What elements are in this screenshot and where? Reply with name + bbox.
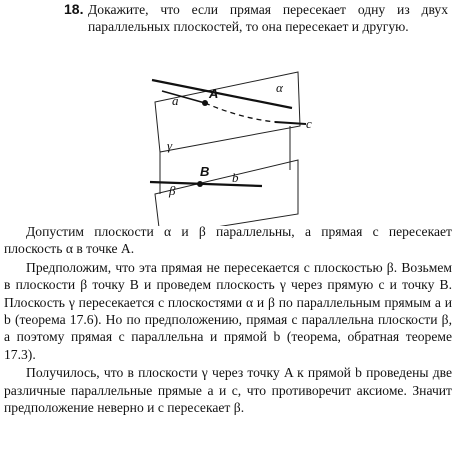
solution-paragraph-1: Допустим плоскости α и β параллельны, а прямая c пересекает плоскость α в точке A. [4, 224, 452, 257]
label-gamma: γ [167, 138, 173, 153]
label-A: A [209, 86, 219, 101]
line-c-dashed [205, 103, 275, 122]
label-B: B [200, 164, 210, 179]
label-a: a [172, 93, 179, 108]
label-c: c [306, 116, 312, 131]
solution-paragraph-3: Получилось, что в плоскости γ через точку A к прямой b проведены две различные параллельные прямые a и c, что противоречит аксиоме. Значит предположение неверно и c пересекает β. [4, 365, 452, 416]
geometry-figure [0, 66, 456, 226]
figure-drawing [0, 66, 456, 226]
problem-statement: Докажите, что если прямая пересекает одну из двух параллельных плоскостей, то она пересекает и другую. [88, 2, 448, 34]
label-beta: β [169, 183, 176, 198]
label-b: b [232, 170, 239, 185]
line-b [150, 182, 262, 186]
problem-number: 18. [64, 1, 84, 17]
point-B [197, 181, 203, 187]
line-c-exit [275, 122, 306, 124]
solution-text [0, 223, 456, 416]
point-A [202, 100, 208, 106]
solution-paragraph-2: Предположим, что эта прямая не пересекается с плоскостью β. Возьмем в плоскости β точку B и проведем плоскость γ через прямую c и точку B. Плоскость γ пересекается с плоскостями α и β по параллельным прямым a и b (теорема 17.6). Но по предположению, прямая c параллельна плоскости β, а поэтому прямая c параллельна и прямой b (теорема, обратная теореме 17.3). [4, 259, 452, 362]
label-alpha: α [276, 80, 283, 95]
plane-beta [155, 160, 298, 226]
